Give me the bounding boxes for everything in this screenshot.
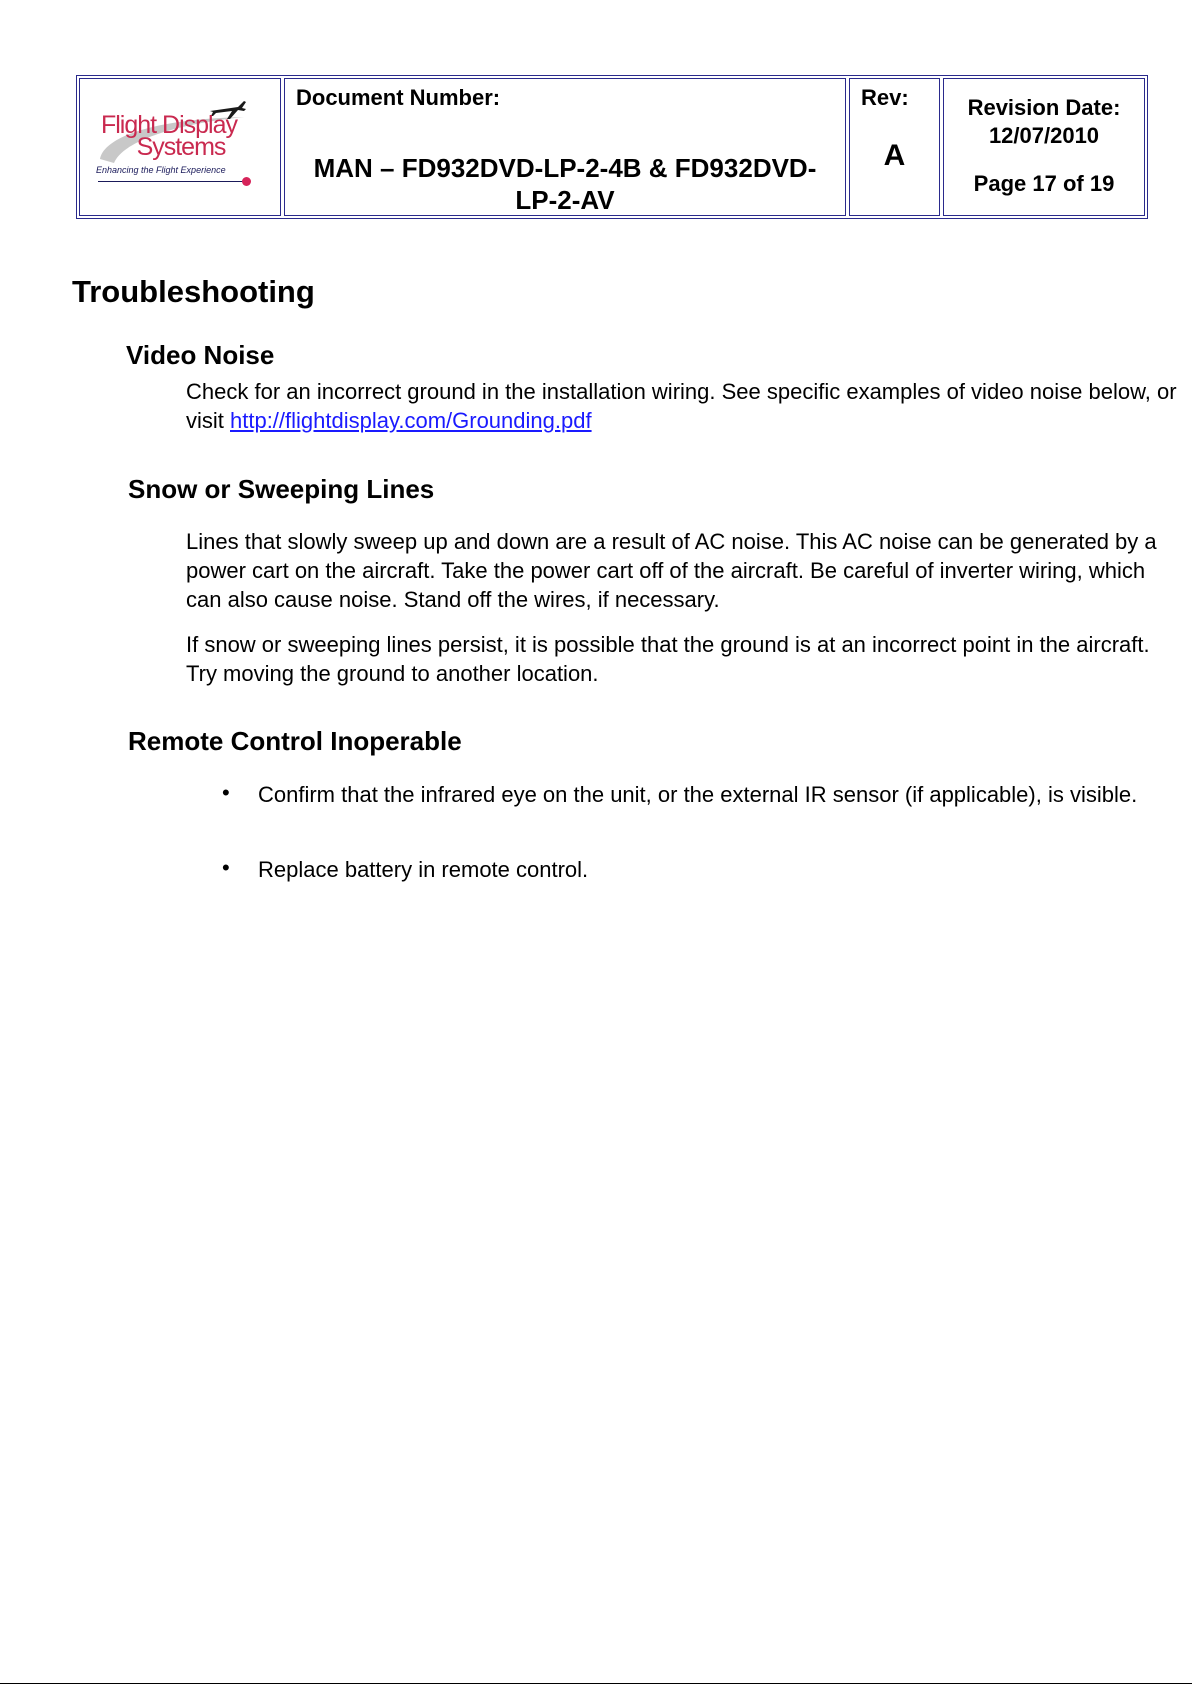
document-header bbox=[76, 75, 1148, 219]
revision-date-label: Revision Date: bbox=[967, 95, 1121, 120]
bullet-icon: • bbox=[222, 780, 230, 805]
document-number-line2: LP-2-AV bbox=[515, 185, 615, 215]
grounding-pdf-link[interactable]: http://flightdisplay.com/Grounding.pdf bbox=[230, 408, 592, 433]
revision-date-cell bbox=[943, 78, 1145, 216]
document-number-value bbox=[285, 152, 845, 216]
logo-line1: Flight Display bbox=[100, 111, 238, 139]
document-number-label: Document Number: bbox=[296, 85, 501, 110]
document-number-line1: MAN – FD932DVD-LP-2-4B & FD932DVD- bbox=[313, 153, 817, 183]
revision-label: Rev: bbox=[861, 85, 909, 110]
snow-lines-heading: Snow or Sweeping Lines bbox=[128, 474, 435, 504]
bullet-icon: • bbox=[222, 855, 230, 880]
page-bottom-rule bbox=[0, 1683, 1192, 1684]
logo-dot bbox=[242, 177, 251, 186]
logo-tagline: Enhancing the Flight Experience bbox=[96, 165, 226, 175]
list-item: Confirm that the infrared eye on the unit, or the external IR sensor (if applicable), is visible. bbox=[258, 782, 1138, 807]
revision-date-value: 12/07/2010 bbox=[988, 123, 1100, 148]
snow-lines-para1: Lines that slowly sweep up and down are a result of AC noise. This AC noise can be generated by a power cart on the aircraft. Take the power cart off of the aircraft. Be careful of inverter wiring, which can also cause noise. Stand off the wires, if necessary. bbox=[186, 529, 1157, 612]
snow-lines-para2: If snow or sweeping lines persist, it is possible that the ground is at an incorrect point in the aircraft. Try moving the ground to another location. bbox=[186, 632, 1150, 686]
logo-cell bbox=[79, 78, 281, 216]
list-item: Replace battery in remote control. bbox=[258, 857, 589, 882]
logo-underline bbox=[98, 181, 244, 182]
revision-value: A bbox=[883, 139, 906, 172]
company-logo bbox=[94, 99, 270, 199]
remote-control-heading: Remote Control Inoperable bbox=[128, 726, 462, 756]
page-title: Troubleshooting bbox=[72, 274, 315, 309]
document-number-cell bbox=[284, 78, 846, 216]
video-noise-body: Check for an incorrect ground in the installation wiring. See specific examples of video noise below, or visit bbox=[186, 379, 1177, 433]
logo-line2: Systems bbox=[136, 133, 226, 161]
revision-cell bbox=[849, 78, 940, 216]
page-number: Page 17 of 19 bbox=[973, 171, 1115, 196]
video-noise-heading: Video Noise bbox=[126, 340, 275, 370]
video-noise-text bbox=[186, 377, 1186, 435]
